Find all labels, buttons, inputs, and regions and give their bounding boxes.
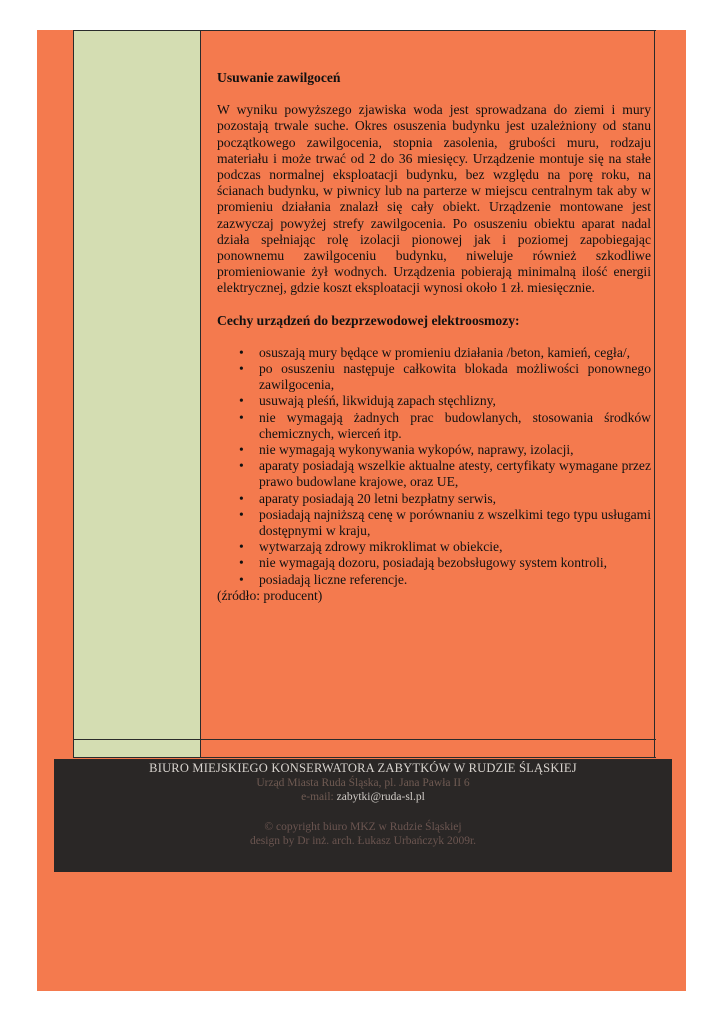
main-content xyxy=(217,70,651,604)
list-item: • nie wymagają dozoru, posiadają bezobsługowy system kontroli, xyxy=(259,555,651,571)
features-list xyxy=(217,345,651,588)
list-item: • wytwarzają zdrowy mikroklimat w obiekcie, xyxy=(259,539,651,555)
list-item: • po osuszeniu następuje całkowita blokada możliwości ponownego zawilgocenia, xyxy=(259,361,651,393)
footer-email-line xyxy=(54,790,672,805)
description-paragraph: W wyniku powyższego zjawiska woda jest sprowadzana do ziemi i mury pozostają trwale suche. Okres osuszenia budynku jest uzależniony od stanu początkowego zawilgocenia, stopnia zasolenia, grubości muru, rodzaju materiału i może trwać od 2 do 36 miesięcy. Urządzenie montuje się na stałe podczas normalnej eksploatacji budynku, bez względu na porę roku, na ścianach budynku, w piwnicy lub na parterze w miejscu centralnym tak aby w promieniu działania znalazł się cały obiekt. Urządzenie montowane jest zazwyczaj powyżej strefy zawilgocenia. Po osuszeniu obiektu aparat nadal działa spełniając rolę izolacji pionowej jak i poziomej zapobiegając ponownemu zawilgoceniu budynku, niweluje również szkodliwe promieniowanie żył wodnych. Urządzenia pobierają minimalną ilość energii elektrycznej, gdzie koszt eksploatacji wynosi około 1 zł. miesięcznie. xyxy=(217,102,651,296)
page-background xyxy=(37,30,686,991)
list-item: • nie wymagają wykonywania wykopów, naprawy, izolacji, xyxy=(259,442,651,458)
list-item: • aparaty posiadają wszelkie aktualne atesty, certyfikaty wymagane przez prawo budowlane krajowe, oraz UE, xyxy=(259,458,651,490)
list-item: • aparaty posiadają 20 letni bezpłatny serwis, xyxy=(259,491,651,507)
footer-copyright: © copyright biuro MKZ w Rudzie Śląskiej xyxy=(264,820,462,833)
top-border-line xyxy=(73,30,656,31)
section-heading: Usuwanie zawilgoceń xyxy=(217,70,341,85)
footer-address: Urząd Miasta Ruda Śląska, pl. Jana Pawła II 6 xyxy=(256,776,470,789)
list-item: • nie wymagają żadnych prac budowlanych, stosowania środków chemicznych, wierceń itp. xyxy=(259,410,651,442)
footer-top-line xyxy=(73,757,656,758)
list-item: • usuwają pleśń, likwidują zapach stęchlizny, xyxy=(259,393,651,409)
list-item: • posiadają liczne referencje. xyxy=(259,572,651,588)
list-item: • posiadają najniższą cenę w porównaniu z wszelkimi tego typu usługami dostępnymi w kraju, xyxy=(259,507,651,539)
left-sidebar-panel xyxy=(73,30,201,758)
footer-email-label: e-mail: xyxy=(301,791,334,803)
source-note: (źródło: producent) xyxy=(217,587,323,603)
bottom-divider-line xyxy=(73,739,656,740)
footer-email-link[interactable]: zabytki@ruda-sl.pl xyxy=(336,791,425,803)
right-border-line xyxy=(654,30,655,758)
footer-design-credit: design by Dr inż. arch. Łukasz Urbańczyk 2009r. xyxy=(249,835,477,847)
features-heading: Cechy urządzeń do bezprzewodowej elektroosmozy: xyxy=(217,312,520,328)
list-item: • osuszają mury będące w promieniu działania /beton, kamień, cegła/, xyxy=(259,345,651,361)
footer-banner xyxy=(54,759,672,872)
footer-title: BIURO MIEJSKIEGO KONSERWATORA ZABYTKÓW W RUDZIE ŚLĄSKIEJ xyxy=(149,761,577,775)
